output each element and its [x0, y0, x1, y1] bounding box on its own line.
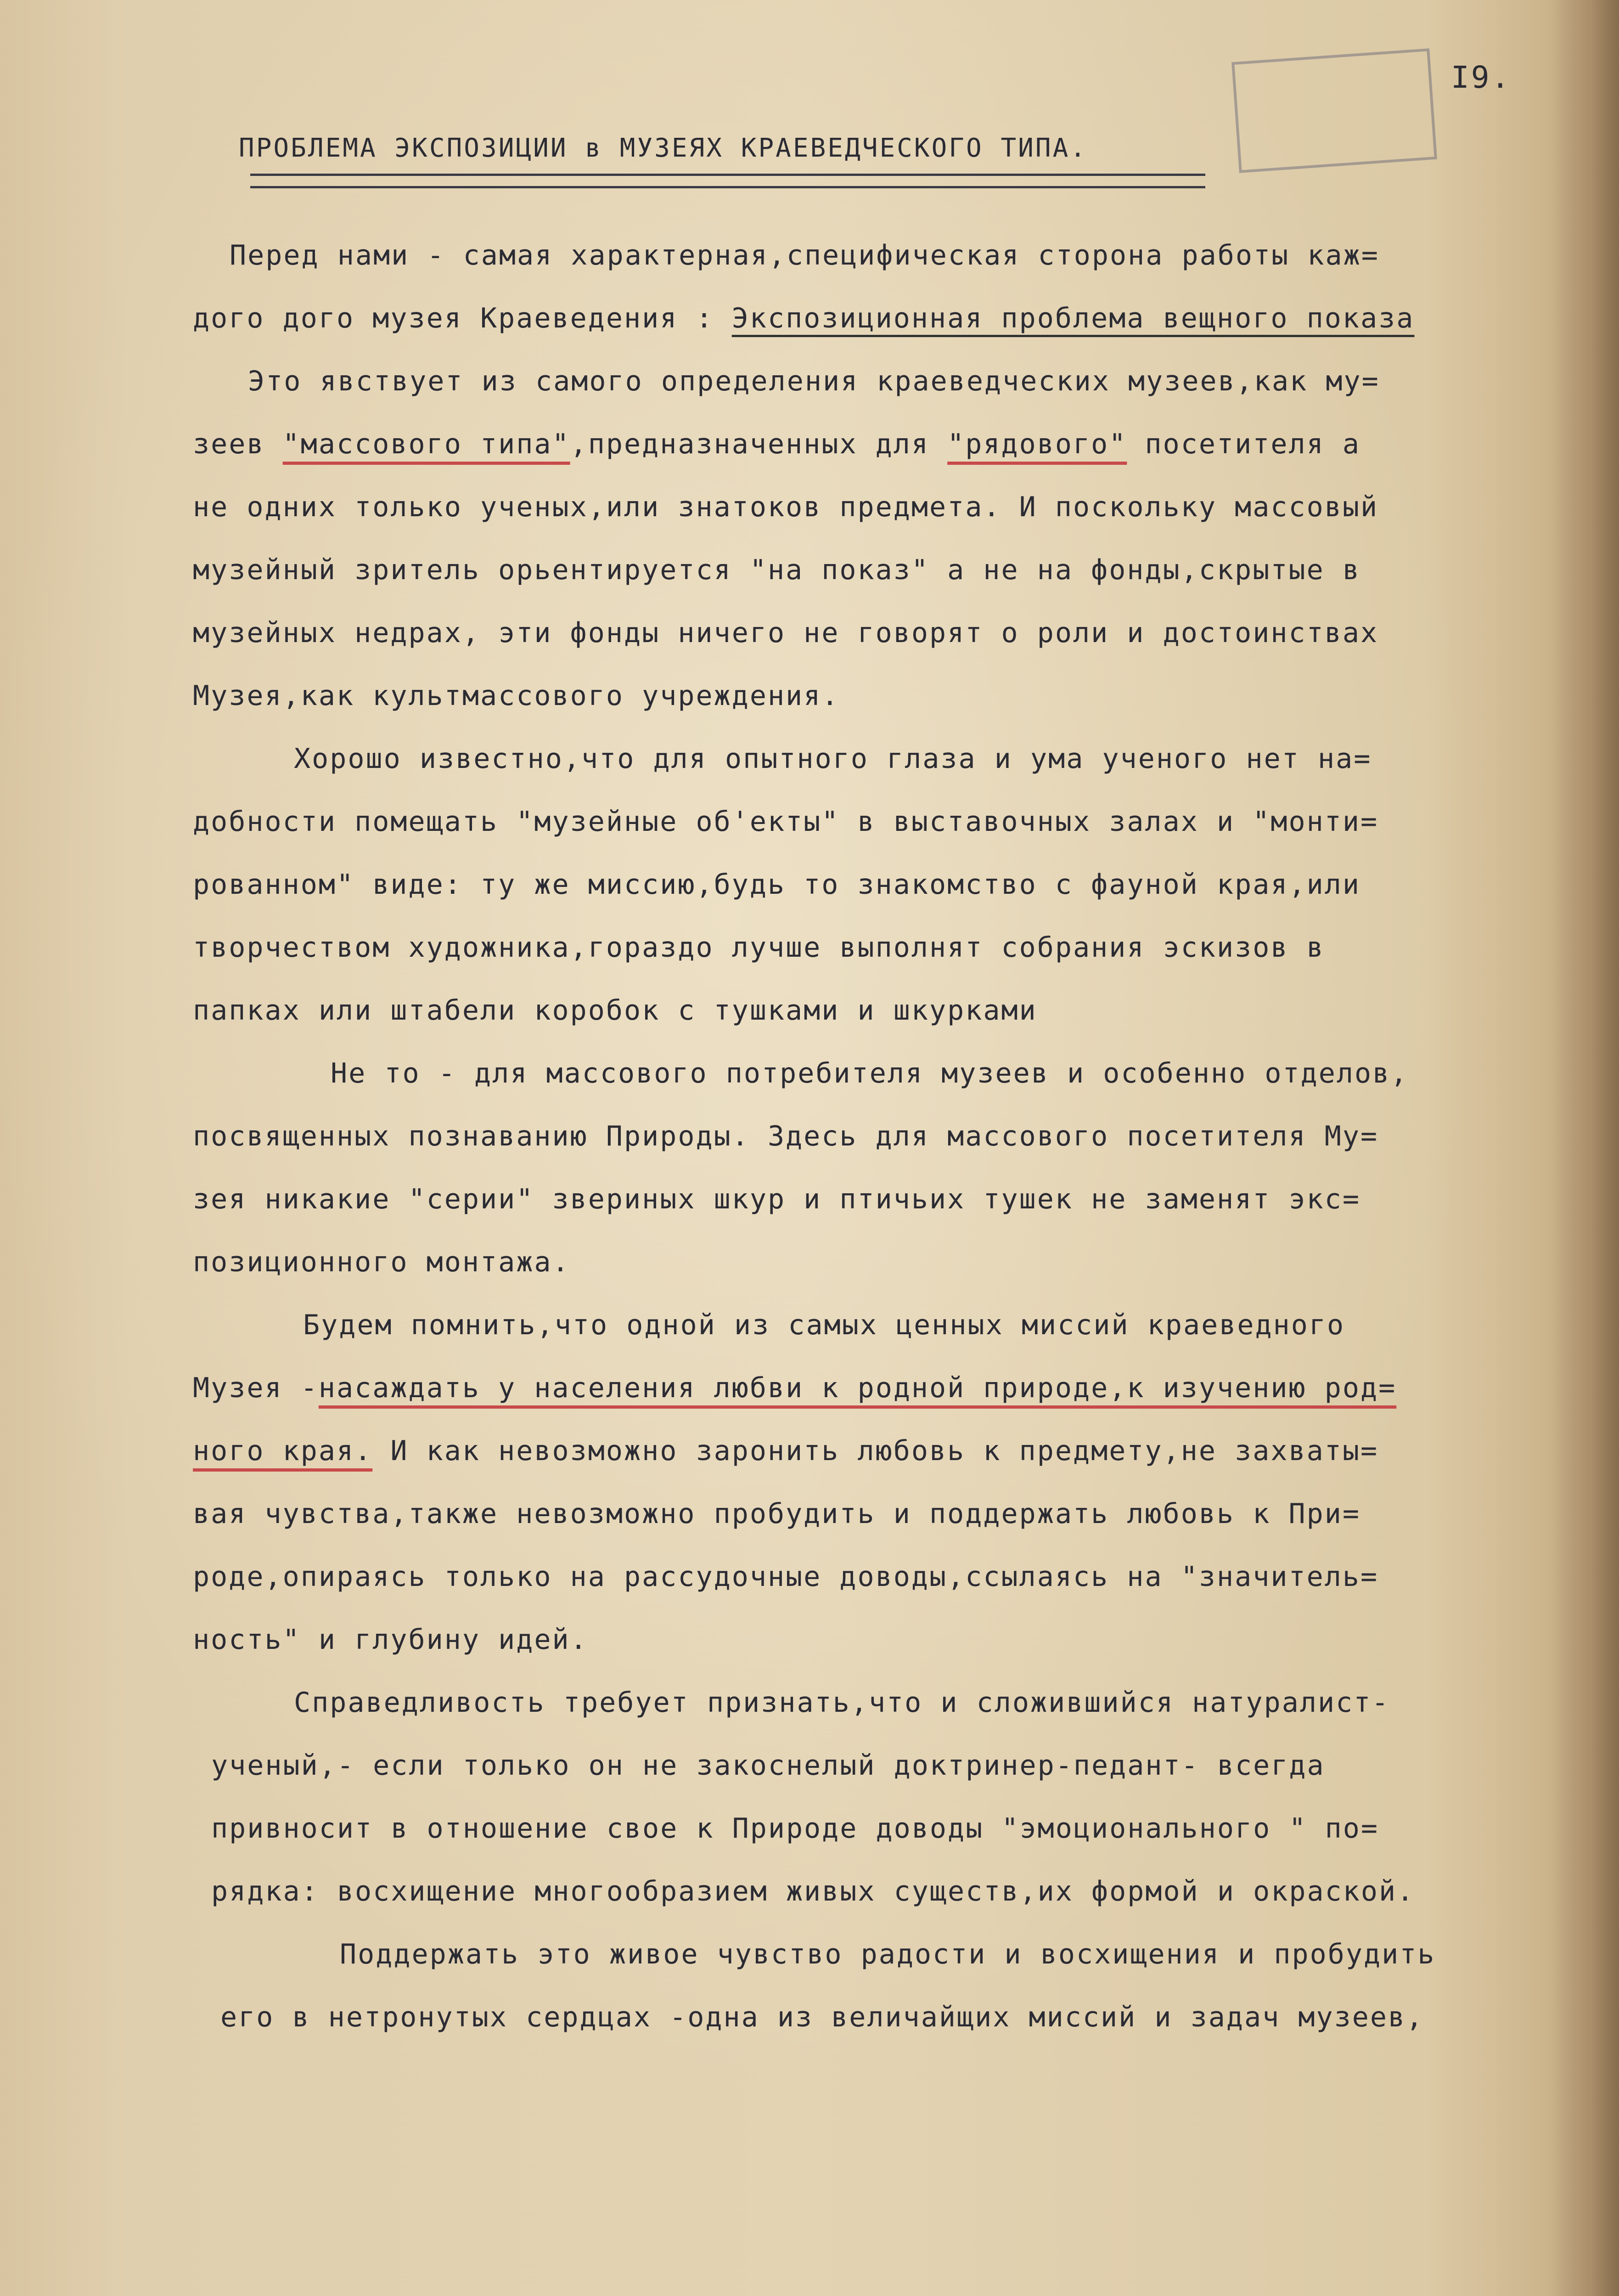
underlined-phrase: насаждать у населения любви к родной природе,к изучению род=: [318, 1372, 1397, 1404]
text-line: [193, 1860, 1561, 1923]
text-line: [193, 1420, 1561, 1483]
text-segment: зеев: [193, 428, 283, 460]
text-segment: творчеством художника,гораздо лучше выполнят собрания эскизов в: [193, 931, 1325, 964]
text-line: [193, 1168, 1561, 1231]
text-line: [193, 224, 1561, 287]
text-line: [193, 1734, 1561, 1797]
text-line: [193, 1357, 1561, 1420]
text-segment: добности помещать "музейные об'екты" в выставочных залах и "монти=: [193, 806, 1379, 838]
text-segment: Будем помнить,что одной из самых ценных миссий краеведного: [303, 1309, 1345, 1341]
underlined-phrase: "массового типа": [282, 428, 570, 460]
text-line: [193, 1231, 1561, 1294]
text-line: [193, 853, 1561, 916]
text-line: [193, 1986, 1561, 2049]
text-line: [193, 413, 1561, 476]
text-segment: Перед нами - самая характерная,специфическая сторона работы каж=: [230, 239, 1379, 271]
text-line: [193, 539, 1561, 602]
archive-stamp: [1231, 48, 1437, 173]
text-segment: музейных недрах, эти фонды ничего не говорят о роли и достоинствах: [193, 617, 1379, 649]
text-segment: позиционного монтажа.: [193, 1246, 570, 1278]
text-line: [193, 287, 1561, 350]
text-line: [193, 1042, 1561, 1105]
title-double-underline: [250, 174, 1205, 188]
text-segment: ность" и глубину идей.: [193, 1624, 588, 1656]
text-line: [193, 1483, 1561, 1546]
text-line: [193, 476, 1561, 539]
text-line: [193, 728, 1561, 790]
body-text: [193, 224, 1561, 2049]
text-segment: Не то - для массового потребителя музеев и особенно отделов,: [331, 1057, 1409, 1089]
text-line: [193, 350, 1561, 413]
text-segment: И как невозможно заронить любовь к предмету,не захваты=: [372, 1435, 1379, 1467]
text-segment: зея никакие "серии" звериных шкур и птичьих тушек не заменят экс=: [193, 1183, 1360, 1215]
text-line: [193, 916, 1561, 979]
text-line: [193, 1294, 1561, 1357]
text-segment: Музея,как культмассового учреждения.: [193, 680, 840, 712]
text-segment: Музея -: [193, 1372, 319, 1404]
text-line: [193, 1797, 1561, 1860]
text-segment: посетителя а: [1127, 428, 1361, 460]
page-number: I9.: [1451, 60, 1512, 95]
text-segment: Поддержать это живое чувство радости и восхищения и пробудить: [340, 1938, 1436, 1970]
text-segment: музейный зритель орьентируется "на показ" а не на фонды,скрытые в: [193, 554, 1360, 586]
text-line: [193, 665, 1561, 728]
text-line: [193, 1671, 1561, 1734]
text-segment: привносит в отношение свое к Природе доводы "эмоционального " по=: [211, 1812, 1379, 1845]
text-segment: Это явствует из самого определения краеведческих музеев,как му=: [248, 365, 1380, 397]
text-segment: ,предназначенных для: [570, 428, 948, 460]
text-segment: дого дого музея Краеведения :: [193, 302, 732, 334]
text-line: [193, 790, 1561, 853]
underlined-phrase: "рядового": [947, 428, 1127, 460]
text-line: [193, 1923, 1561, 1986]
underlined-phrase: Экспозиционная проблема вещного показа: [731, 302, 1415, 334]
text-segment: рядка: восхищение многообразием живых существ,их формой и окраской.: [211, 1875, 1415, 1907]
underlined-phrase: ного края.: [193, 1435, 373, 1467]
text-segment: Справедливость требует признать,что и сложившийся натуралист-: [294, 1687, 1390, 1719]
text-line: [193, 1546, 1561, 1608]
text-segment: посвященных познаванию Природы. Здесь для массового посетителя Му=: [193, 1120, 1379, 1152]
text-segment: Хорошо известно,что для опытного глаза и ума ученого нет на=: [294, 743, 1372, 775]
text-line: [193, 979, 1561, 1042]
text-segment: папках или штабели коробок с тушками и шкурками: [193, 994, 1037, 1027]
text-segment: роде,опираясь только на рассудочные доводы,ссылаясь на "значитель=: [193, 1561, 1379, 1593]
text-segment: не одних только ученых,или знатоков предмета. И поскольку массовый: [193, 491, 1379, 523]
text-segment: ученый,- если только он не закоснелый доктринер-педант- всегда: [211, 1749, 1325, 1782]
text-segment: рованном" виде: ту же миссию,будь то знакомство с фауной края,или: [193, 869, 1360, 901]
document-title: ПРОБЛЕМА ЭКСПОЗИЦИИ в МУЗЕЯХ КРАЕВЕДЧЕСКОГО ТИПА.: [239, 133, 1088, 163]
text-line: [193, 1105, 1561, 1168]
text-line: [193, 1608, 1561, 1671]
text-segment: вая чувства,также невозможно пробудить и поддержать любовь к При=: [193, 1498, 1360, 1530]
text-line: [193, 602, 1561, 665]
text-segment: его в нетронутых сердцах -одна из величайщих миссий и задач музеев,: [220, 2001, 1424, 2033]
